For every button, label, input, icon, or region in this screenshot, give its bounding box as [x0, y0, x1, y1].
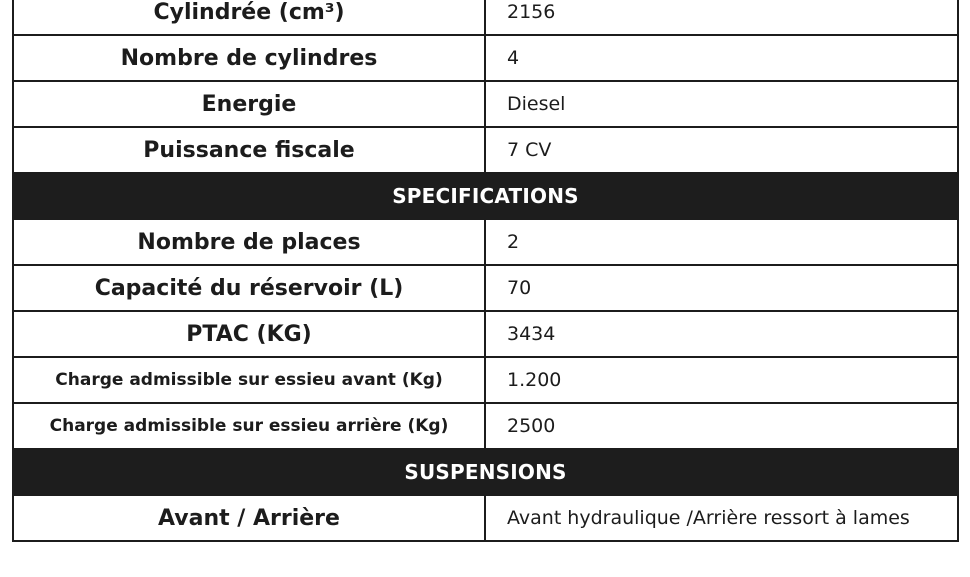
section-header-suspensions: [13, 449, 958, 495]
table-row: [13, 127, 958, 173]
row-value-charge-essieu-arriere: 2500: [485, 403, 958, 449]
row-value-energie: Diesel: [485, 81, 958, 127]
table-row: [13, 0, 958, 35]
row-value-nombre-cylindres: 4: [485, 35, 958, 81]
section-title-specifications: SPECIFICATIONS: [13, 173, 958, 219]
table-row: [13, 357, 958, 403]
row-label-nombre-cylindres: Nombre de cylindres: [13, 35, 485, 81]
row-value-puissance-fiscale: 7 CV: [485, 127, 958, 173]
row-value-charge-essieu-avant: 1.200: [485, 357, 958, 403]
table-row: [13, 219, 958, 265]
row-label-cylindree: Cylindrée (cm³): [13, 0, 485, 35]
table-row: [13, 265, 958, 311]
table-row: [13, 35, 958, 81]
row-label-puissance-fiscale: Puissance fiscale: [13, 127, 485, 173]
row-value-capacite-reservoir: 70: [485, 265, 958, 311]
row-value-nombre-places: 2: [485, 219, 958, 265]
table-row: [13, 495, 958, 541]
section-title-suspensions: SUSPENSIONS: [13, 449, 958, 495]
row-label-avant-arriere: Avant / Arrière: [13, 495, 485, 541]
row-label-capacite-reservoir: Capacité du réservoir (L): [13, 265, 485, 311]
row-value-cylindree: 2156: [485, 0, 958, 35]
table-row: [13, 81, 958, 127]
table-row: [13, 311, 958, 357]
row-value-avant-arriere: Avant hydraulique /Arrière ressort à lames: [485, 495, 958, 541]
row-label-charge-essieu-arriere: Charge admissible sur essieu arrière (Kg): [13, 403, 485, 449]
table-row: [13, 403, 958, 449]
row-label-energie: Energie: [13, 81, 485, 127]
row-label-nombre-places: Nombre de places: [13, 219, 485, 265]
section-header-specifications: [13, 173, 958, 219]
row-value-ptac: 3434: [485, 311, 958, 357]
row-label-charge-essieu-avant: Charge admissible sur essieu avant (Kg): [13, 357, 485, 403]
row-label-ptac: PTAC (KG): [13, 311, 485, 357]
vehicle-spec-table: [12, 0, 959, 542]
